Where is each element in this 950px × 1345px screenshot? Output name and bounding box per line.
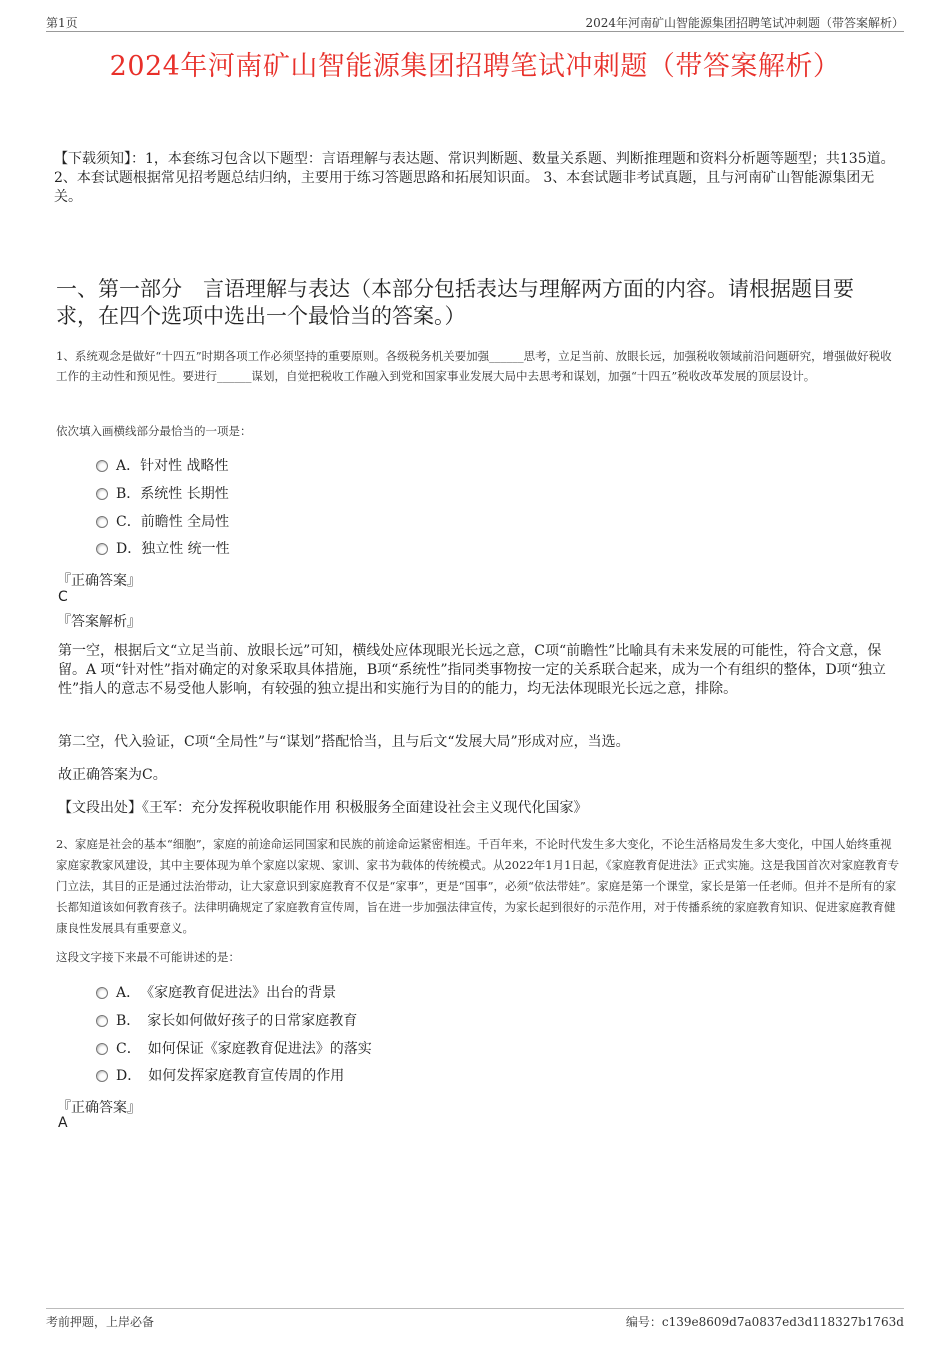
q1-option-c[interactable]: C．前瞻性 全局性	[96, 512, 229, 532]
q1-answer: C	[58, 589, 68, 605]
header-doc-title: 2024年河南矿山智能源集团招聘笔试冲刺题（带答案解析）	[585, 16, 904, 30]
radio-icon[interactable]	[96, 987, 108, 999]
section-heading: 一、第一部分 言语理解与表达（本部分包括表达与理解两方面的内容。请根据题目要求，在四个选项中选出一个最恰当的答案。）	[56, 277, 854, 328]
radio-icon[interactable]	[96, 1070, 108, 1082]
radio-icon[interactable]	[96, 1043, 108, 1055]
q2-option-c[interactable]: C． 如何保证《家庭教育促进法》的落实	[96, 1039, 372, 1059]
q2-option-a[interactable]: A． 《家庭教育促进法》出台的背景	[96, 983, 336, 1003]
question-1-prompt: 依次填入画横线部分最恰当的一项是：	[56, 424, 252, 438]
radio-icon[interactable]	[96, 1015, 108, 1027]
question-2-stem: 2、家庭是社会的基本“细胞”，家庭的前途命运同国家和民族的前途命运紧密相连。千百年来，不论时代发生多大变化，不论生活格局发生多大变化，中国人始终重视家庭家教家风建设，其中主要体现为单个家庭以家规、家训、家书为载体的传统模式。从2022年1月1日起，《家庭教育促进法》正式实施。这是我国首次对家庭教育专门立法，其目的正是通过法治带动，让大家意识到家庭教育不仅是“家事”，更是“国事”，必须“依法带娃”。家庭是第一个课堂，家长是第一任老师。但并不是所有的家长都知道该如何教育孩子。法律明确规定了家庭教育宣传周，旨在进一步加强法律宣传，为家长起到很好的示范作用，对于传播系统的家庭教育知识、促进家庭教育健康良性发展具有重要意义。	[56, 837, 900, 935]
radio-icon[interactable]	[96, 543, 108, 555]
q2-answer-label: 『正确答案』	[57, 1100, 141, 1116]
question-1-stem: 1、系统观念是做好“十四五”时期各项工作必须坚持的重要原则。各级税务机关要加强______思考，立足当前、放眼长远，加强税收领域前沿问题研究，增强做好税收工作的主动性和预见性。要进行______谋划，自觉把税收工作融入到党和国家事业发展大局中去思考和谋划，加强“十四五”税收改革发展的顶层设计。	[56, 349, 892, 383]
q1-analysis-paragraph-2: 第二空，代入验证，C项“全局性”与“谋划”搭配恰当，且与后文“发展大局”形成对应，当选。	[58, 734, 630, 750]
page-title: 2024年河南矿山智能源集团招聘笔试冲刺题（带答案解析）	[109, 51, 841, 82]
q1-analysis-paragraph-3: 故正确答案为C。	[58, 767, 167, 783]
q1-analysis-label: 『答案解析』	[57, 614, 141, 630]
q1-option-a[interactable]: A．针对性 战略性	[96, 456, 229, 476]
footer-doc-id: 编号：c139e8609d7a0837ed3d118327b1763d	[625, 1315, 904, 1329]
footer-slogan: 考前押题，上岸必备	[46, 1315, 155, 1329]
radio-icon[interactable]	[96, 488, 108, 500]
q1-answer-label: 『正确答案』	[57, 573, 141, 589]
q2-option-b[interactable]: B． 家长如何做好孩子的日常家庭教育	[96, 1011, 357, 1031]
footer-divider	[46, 1308, 904, 1309]
q1-analysis-paragraph-1: 第一空，根据后文“立足当前、放眼长远”可知，横线处应体现眼光长远之意，C项“前瞻性”比喻具有未来发展的可能性，符合文意，保留。A 项“针对性”指对确定的对象采取具体措施，B项“系统性”指同类事物按一定的关系联合起来，成为一个有组织的整体，D项“独立性”指人的意志不易受他人影响，有较强的独立提出和实施行为目的的能力，均无法体现眼光长远之意，排除。	[58, 643, 886, 697]
download-notice: 【下载须知】：1，本套练习包含以下题型：言语理解与表达题、常识判断题、数量关系题、判断推理题和资料分析题等题型；共135道。 2、本套试题根据常见招考题总结归纳，主要用于练习答题思路和拓展知识面。 3、本套试题非考试真题，且与河南矿山智能源集团无关。	[54, 151, 895, 205]
q1-source: 【文段出处】《王军：充分发挥税收职能作用 积极服务全面建设社会主义现代化国家》	[58, 800, 588, 816]
q1-option-d[interactable]: D．独立性 统一性	[96, 539, 230, 559]
header-divider	[46, 31, 904, 32]
q2-answer: A	[58, 1115, 68, 1131]
q1-option-b[interactable]: B．系统性 长期性	[96, 484, 229, 504]
question-2-prompt: 这段文字接下来最不可能讲述的是：	[56, 950, 240, 964]
radio-icon[interactable]	[96, 460, 108, 472]
radio-icon[interactable]	[96, 516, 108, 528]
page-number: 第1页	[46, 16, 78, 30]
q2-option-d[interactable]: D． 如何发挥家庭教育宣传周的作用	[96, 1066, 344, 1086]
